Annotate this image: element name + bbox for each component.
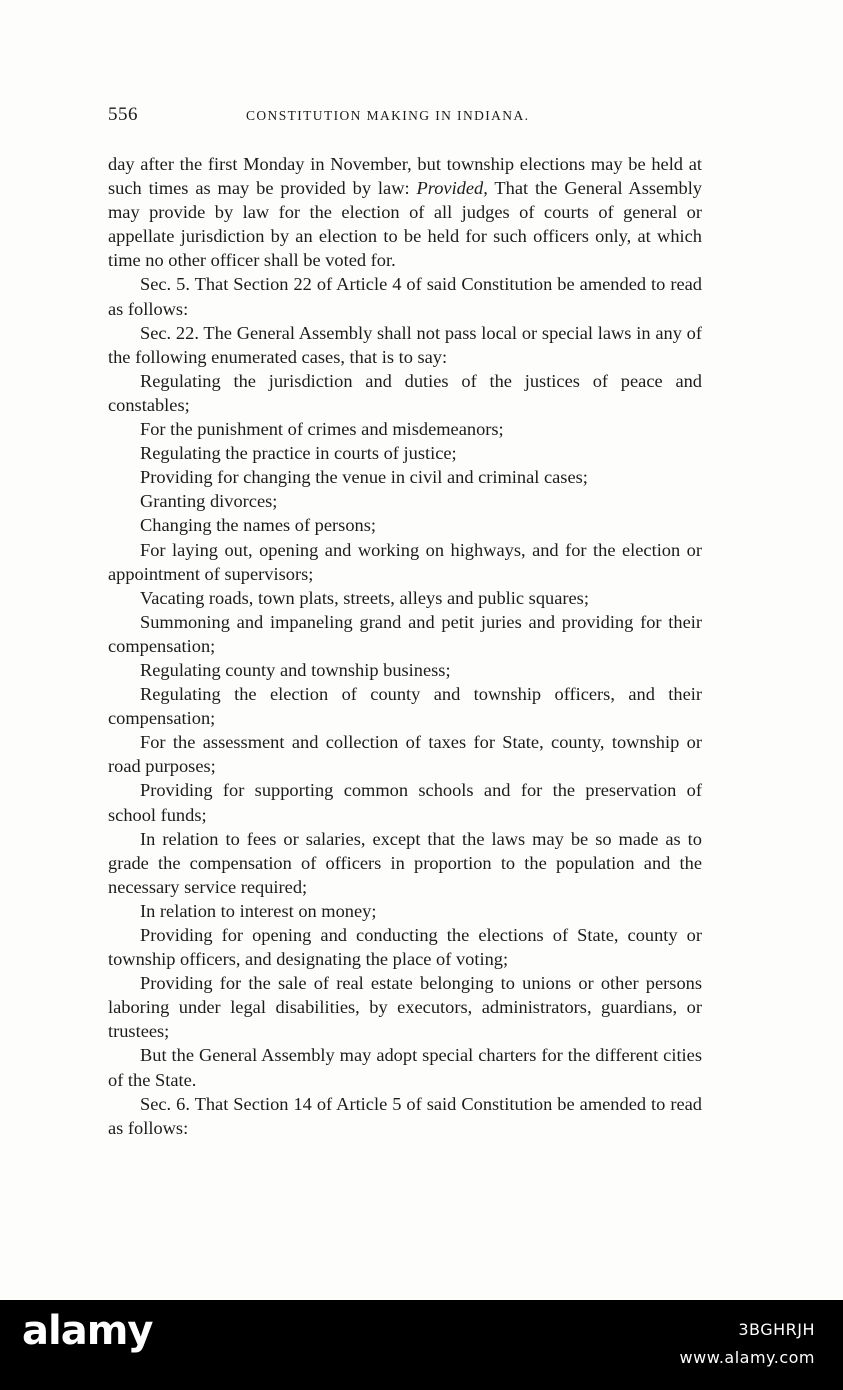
list-item: Providing for opening and conducting the elections of State, county or township officers, and designating the place of voting; (108, 925, 702, 970)
text-run: That the General Assembly may provide by law for the election of all judges of courts of general or appellate jurisdiction by an election to be held for such officers only, at which time no other officer shall be voted for. (108, 178, 702, 271)
watermark-logo: alamy (22, 1308, 153, 1354)
site-url: www.alamy.com (679, 1348, 815, 1367)
list-item: Summoning and impaneling grand and petit juries and providing for their compensation; (108, 611, 702, 656)
list-item: For the punishment of crimes and misdemeanors; (140, 419, 504, 440)
list-item: In relation to interest on money; (140, 900, 377, 921)
section-6-paragraph: Sec. 6. That Section 14 of Article 5 of said Constitution be amended to read as follows: (108, 1093, 702, 1138)
list-item: Providing for changing the venue in civil and criminal cases; (140, 467, 588, 488)
list-item: Granting divorces; (140, 491, 278, 512)
running-title: CONSTITUTION MAKING IN INDIANA. (246, 108, 530, 123)
italic-text-run: Provided, (416, 178, 488, 199)
proviso-paragraph: But the General Assembly may adopt special charters for the different cities of the State. (108, 1045, 702, 1090)
list-item: Providing for the sale of real estate belonging to unions or other persons laboring under legal disabilities, by executors, administrators, guardians, or trustees; (108, 973, 702, 1042)
list-item: Regulating the practice in courts of justice; (140, 443, 457, 464)
list-item: For the assessment and collection of taxes for State, county, township or road purposes; (108, 732, 702, 777)
list-item: Regulating county and township business; (140, 659, 451, 680)
section-22-paragraph: Sec. 22. The General Assembly shall not pass local or special laws in any of the following enumerated cases, that is to say: (108, 322, 702, 367)
body-text (108, 152, 702, 1140)
list-item: Regulating the jurisdiction and duties of the justices of peace and constables; (108, 370, 702, 415)
list-item: In relation to fees or salaries, except that the laws may be so made as to grade the compensation of officers in proportion to the population and the necessary service required; (108, 828, 702, 897)
text-run: day after the first Monday in November, but township elections may be held at such times as may be provided by law: (108, 154, 702, 199)
paragraph-continuation (108, 152, 702, 272)
list-item: Vacating roads, town plats, streets, alleys and public squares; (140, 587, 589, 608)
list-item: Regulating the election of county and township officers, and their compensation; (108, 684, 702, 729)
list-item: Changing the names of persons; (140, 515, 376, 536)
list-item: Providing for supporting common schools and for the preservation of school funds; (108, 780, 702, 825)
image-id: 3BGHRJH (738, 1320, 815, 1339)
list-item: For laying out, opening and working on highways, and for the election or appointment of supervisors; (108, 539, 702, 584)
running-header (108, 104, 702, 134)
section-5-paragraph: Sec. 5. That Section 22 of Article 4 of said Constitution be amended to read as follows: (108, 274, 702, 319)
watermark-bar (0, 1300, 843, 1390)
page-number: 556 (108, 104, 138, 125)
